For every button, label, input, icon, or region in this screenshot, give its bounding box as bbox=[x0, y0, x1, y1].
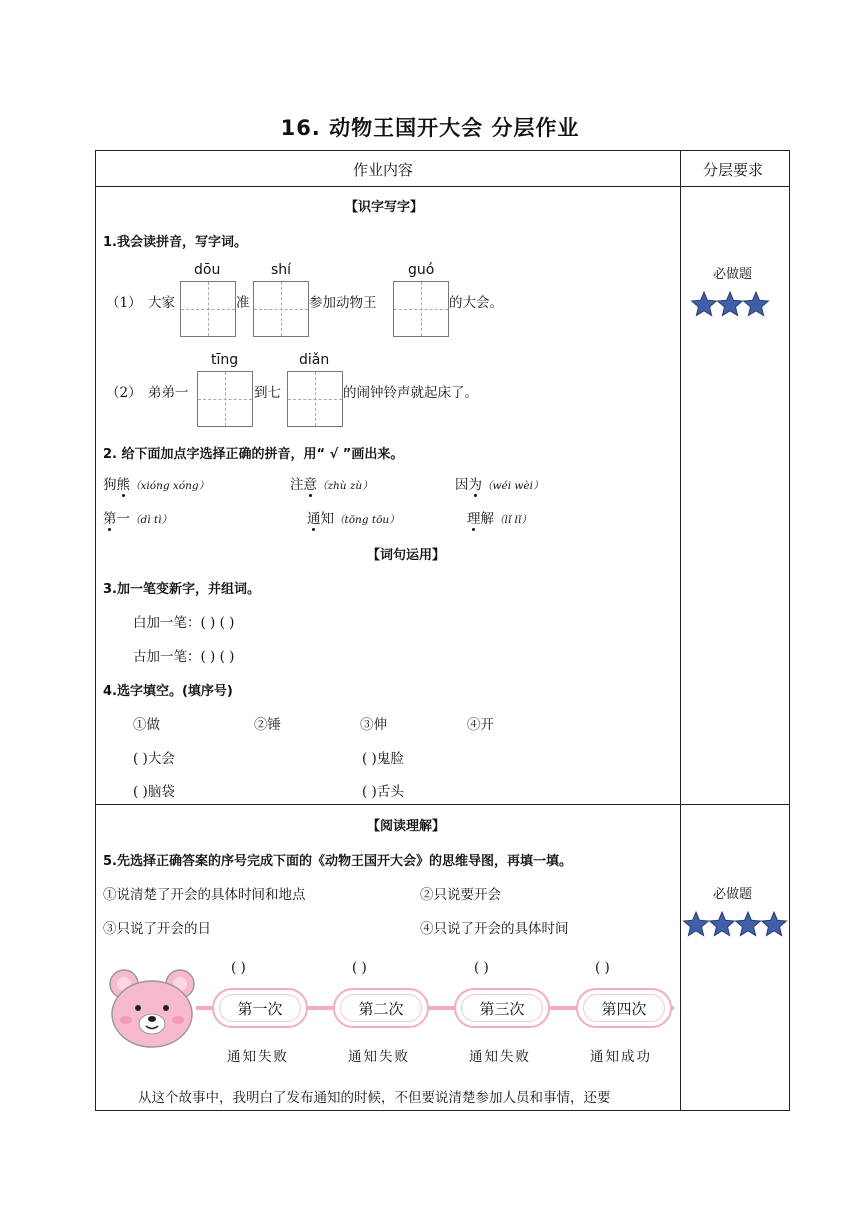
q4-option-3: ③伸 bbox=[360, 717, 387, 733]
step-1-answer-blank[interactable]: ( ) bbox=[231, 960, 246, 976]
step-2-node: 第二次 bbox=[333, 988, 429, 1028]
level-label-required-2: 必做题 bbox=[713, 887, 753, 902]
q4-option-1: ①做 bbox=[133, 717, 160, 733]
q4-blank-guilian[interactable]: ( )鬼脸 bbox=[362, 751, 404, 767]
writing-grid-dou[interactable] bbox=[180, 281, 236, 337]
star-rating-1 bbox=[690, 290, 774, 320]
star-icon bbox=[762, 912, 787, 936]
step-1-result: 通知失败 bbox=[227, 1049, 289, 1065]
q2-item-tongzhi[interactable]: 通知（tōng tōu） bbox=[307, 507, 400, 527]
q5-choice-2: ②只说要开会 bbox=[420, 887, 501, 903]
writing-grid-guo[interactable] bbox=[393, 281, 449, 337]
star-rating-2 bbox=[682, 910, 788, 940]
q4-option-4: ④开 bbox=[467, 717, 494, 733]
pinyin-guo: guó bbox=[408, 262, 435, 278]
q1-line2-label: （2） bbox=[106, 385, 142, 401]
level-label-required-1: 必做题 bbox=[713, 267, 753, 282]
q2-item-diyi[interactable]: 第一（dì tì） bbox=[103, 507, 172, 527]
pinyin-dian: diǎn bbox=[299, 352, 330, 368]
page-title: 16. 动物王国开大会 分层作业 bbox=[280, 116, 580, 140]
q2-item-zhuyi[interactable]: 注意（zhù zù） bbox=[290, 473, 373, 493]
q1-line1-label: （1） bbox=[106, 295, 142, 311]
question-1-prompt: 1.我会读拼音，写字词。 bbox=[103, 235, 247, 250]
question-5-prompt: 5.先选择正确答案的序号完成下面的《动物王国开大会》的思维导图，再填一填。 bbox=[103, 854, 572, 869]
writing-grid-dian[interactable] bbox=[287, 371, 343, 427]
table-column-divider bbox=[680, 150, 681, 1111]
q1-line1-text3: 参加动物王 bbox=[309, 295, 377, 311]
q5-conclusion-text: 从这个故事中，我明白了发布通知的时候，不但要说清楚参加人员和事情，还要 bbox=[138, 1090, 611, 1106]
writing-grid-ting[interactable] bbox=[197, 371, 253, 427]
table-header-divider bbox=[95, 186, 790, 187]
q2-item-lijie[interactable]: 理解（lǐ lǐ） bbox=[467, 507, 532, 527]
pinyin-ting: tīng bbox=[211, 352, 239, 368]
table-border-left bbox=[95, 150, 96, 1111]
column-header-content: 作业内容 bbox=[353, 161, 414, 179]
section-heading-reading: 【阅读理解】 bbox=[367, 819, 446, 834]
star-icon bbox=[684, 912, 709, 936]
q5-choice-1: ①说清楚了开会的具体时间和地点 bbox=[103, 887, 306, 903]
question-2-prompt: 2. 给下面加点字选择正确的拼音，用“ √ ”画出来。 bbox=[103, 447, 404, 462]
star-icon bbox=[710, 912, 735, 936]
q3-row-gu[interactable]: 古加一笔：( ) ( ) bbox=[133, 649, 235, 665]
q1-line2-text2: 到七 bbox=[254, 385, 281, 401]
table-border-bottom bbox=[95, 1110, 790, 1111]
section-heading-literacy: 【识字写字】 bbox=[345, 200, 424, 215]
table-border-right bbox=[789, 150, 790, 1111]
q5-choice-4: ④只说了开会的具体时间 bbox=[420, 921, 569, 937]
bear-illustration bbox=[108, 968, 196, 1054]
q1-line2-text1: 弟弟一 bbox=[148, 385, 189, 401]
star-icon bbox=[718, 292, 743, 316]
q1-line1-text2: 准 bbox=[236, 295, 250, 311]
step-2-result: 通知失败 bbox=[348, 1049, 410, 1065]
step-4-result: 通知成功 bbox=[590, 1049, 652, 1065]
star-icon bbox=[744, 292, 769, 316]
step-3-node: 第三次 bbox=[454, 988, 550, 1028]
q1-line1-text1: 大家 bbox=[148, 295, 175, 311]
q1-line1-text4: 的大会。 bbox=[449, 295, 503, 311]
step-3-result: 通知失败 bbox=[469, 1049, 531, 1065]
step-3-answer-blank[interactable]: ( ) bbox=[474, 960, 489, 976]
star-icon bbox=[692, 292, 717, 316]
q4-blank-dahui[interactable]: ( )大会 bbox=[133, 751, 175, 767]
star-icon bbox=[736, 912, 761, 936]
step-4-node: 第四次 bbox=[576, 988, 672, 1028]
table-border-top bbox=[95, 150, 790, 151]
section-heading-word-usage: 【词句运用】 bbox=[367, 548, 446, 563]
question-3-prompt: 3.加一笔变新字，并组词。 bbox=[103, 582, 260, 597]
q2-item-gouxiong[interactable]: 狗熊（xióng xóng） bbox=[103, 473, 209, 493]
q3-row-bai[interactable]: 白加一笔：( ) ( ) bbox=[133, 615, 235, 631]
step-1-node: 第一次 bbox=[212, 988, 308, 1028]
column-header-level: 分层要求 bbox=[703, 161, 764, 179]
step-4-answer-blank[interactable]: ( ) bbox=[595, 960, 610, 976]
q2-item-yinwei[interactable]: 因为（wéi wèi） bbox=[455, 473, 543, 493]
step-2-answer-blank[interactable]: ( ) bbox=[352, 960, 367, 976]
table-row-divider bbox=[95, 804, 790, 805]
q4-option-2: ②锤 bbox=[254, 717, 281, 733]
pinyin-dou: dōu bbox=[194, 262, 221, 278]
writing-grid-shi[interactable] bbox=[253, 281, 309, 337]
q5-choice-3: ③只说了开会的日 bbox=[103, 921, 211, 937]
pinyin-shi: shí bbox=[271, 262, 292, 278]
q4-blank-shetou[interactable]: ( )舌头 bbox=[362, 784, 404, 800]
q1-line2-text3: 的闹钟铃声就起床了。 bbox=[343, 385, 478, 401]
question-4-prompt: 4.选字填空。(填序号) bbox=[103, 684, 233, 699]
q4-blank-naodai[interactable]: ( )脑袋 bbox=[133, 784, 175, 800]
